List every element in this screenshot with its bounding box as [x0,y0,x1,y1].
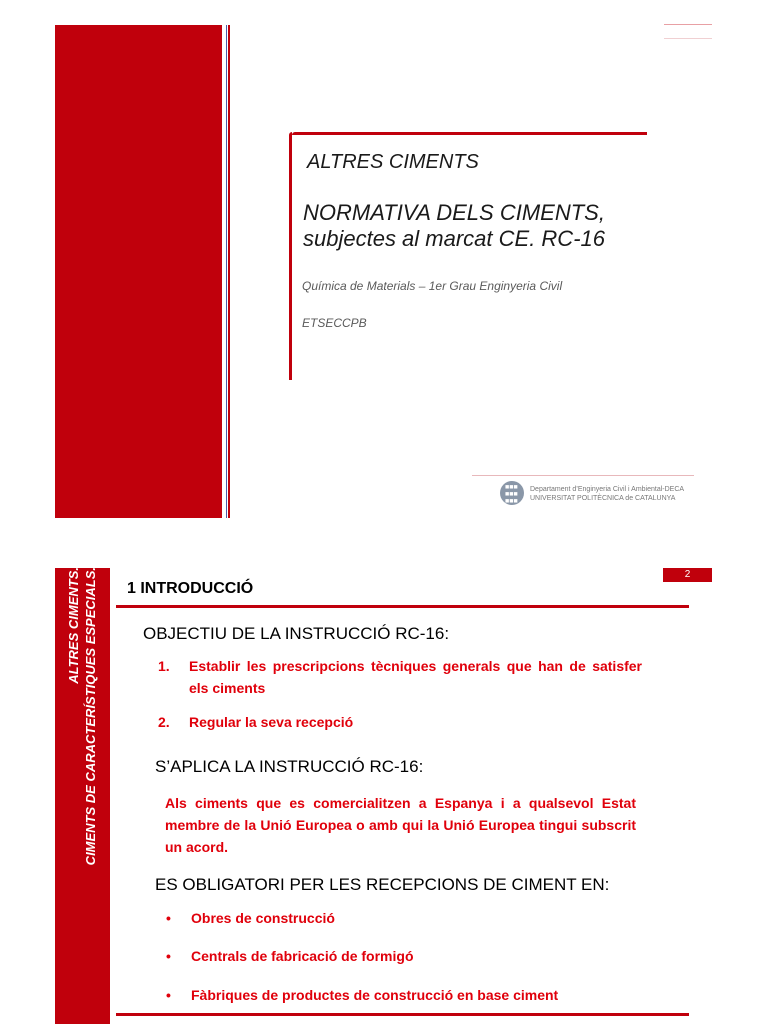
bullet-text: Obres de construcció [191,910,335,926]
course-name: Química de Materials – 1er Grau Enginyeria Civil [302,279,563,293]
slide1-top-mark [664,24,712,25]
bullet-item [166,987,558,1003]
bottom-rule [116,1013,689,1016]
bullet-text: Fàbriques de productes de construcció en base ciment [191,987,559,1003]
bullet-icon: • [166,987,171,1003]
side-title-line2: CIMENTS DE CARACTERÍSTIQUES ESPECIALS. [83,567,98,866]
slide1-subtitle-line2: subjectes al marcat CE. RC-16 [303,226,605,251]
bullet-icon: • [166,910,171,926]
slide1-subtitle [303,200,605,252]
scope-paragraph: Als ciments que es comercialitzen a Espanya i a qualsevol Estat membre de la Unió Europea o amb qui la Unió Europea tingui subscrit un acord. [165,795,636,855]
bullet-item [166,910,335,926]
slide1-divider-blue [226,25,227,518]
slide2-heading: 1 INTRODUCCIÓ [127,580,254,597]
slide1-divider-red [228,25,230,518]
school-name: ETSECCPB [302,316,367,330]
page-number: 2 [684,569,691,580]
list-item-number: 2. [158,714,170,730]
bullet-item [166,948,414,964]
slide2-side-title [65,567,99,877]
title-frame-top [292,132,647,135]
list-item [158,714,353,730]
slide1-top-mark-2 [664,38,712,39]
upc-logo-dots-icon: ■■■ ■■■ ■■■ [505,484,518,505]
department-name: Departament d’Enginyeria Civil i Ambiental-DECA [530,486,685,493]
slide1-subtitle-line1: NORMATIVA DELS CIMENTS, [303,200,605,225]
slide1-title: ALTRES CIMENTS [307,151,479,173]
title-frame-left [289,132,292,380]
university-name: UNIVERSITAT POLITÈCNICA de CATALUNYA [530,495,676,502]
bullet-icon: • [166,948,171,964]
heading-rule [116,605,689,608]
list-item [158,655,642,699]
side-title-line1: ALTRES CIMENTS. [66,567,81,684]
slide1-red-sidebar [55,25,222,518]
list-item-number: 1. [158,658,170,674]
section-objective-title: OBJECTIU DE LA INSTRUCCIÓ RC-16: [143,624,450,643]
section-mandatory-title: ES OBLIGATORI PER LES RECEPCIONS DE CIMENT EN: [155,875,610,894]
bullet-text: Centrals de fabricació de formigó [191,948,414,964]
logo-divider [472,475,694,476]
section-scope-title: S’APLICA LA INSTRUCCIÓ RC-16: [155,757,424,776]
list-item-text: Establir les prescripcions tècniques generals que han de satisfer els ciments [189,658,642,696]
list-item-text: Regular la seva recepció [189,714,354,730]
